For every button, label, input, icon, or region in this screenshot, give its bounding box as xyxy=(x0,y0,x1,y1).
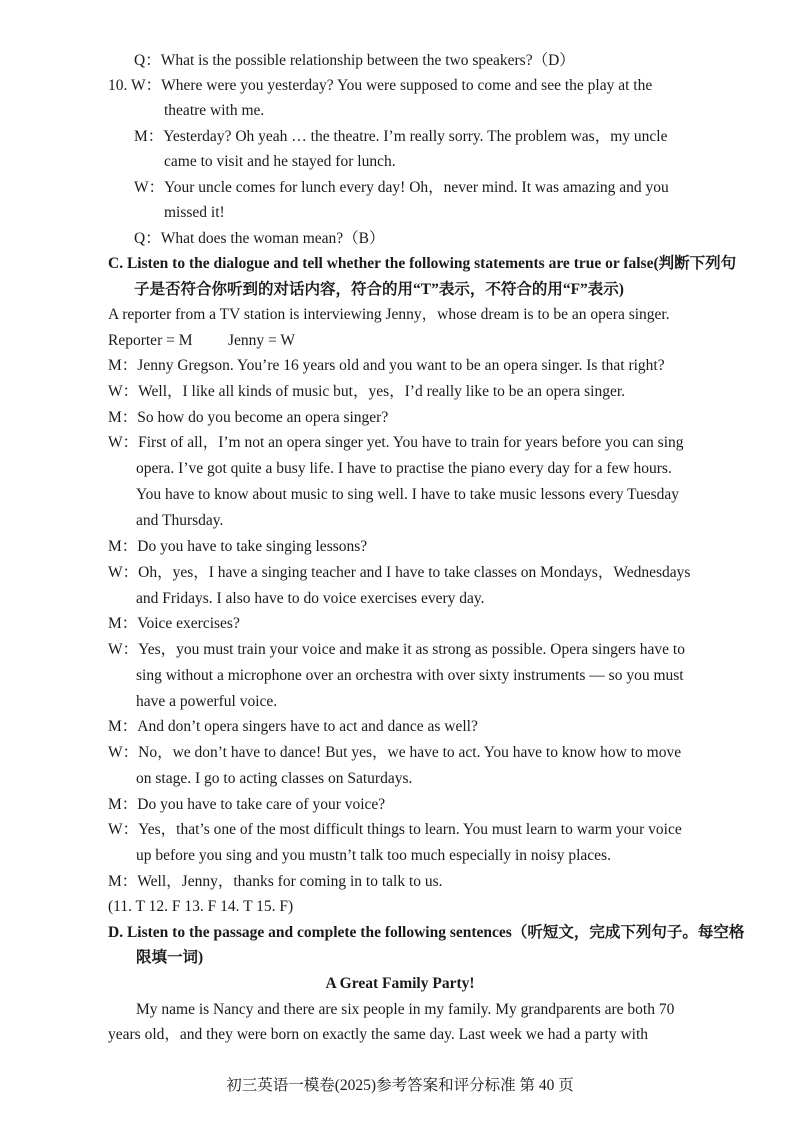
answer-line: Q：What is the possible relationship between the two speakers?（D） xyxy=(134,52,575,69)
section-heading-continued: 子是否符合你听到的对话内容，符合的用“T”表示，不符合的用“F”表示) xyxy=(134,281,624,298)
dialogue-line: You have to know about music to sing well. I have to take music lessons every Tuesday xyxy=(136,486,680,503)
dialogue-line: missed it! xyxy=(164,204,225,221)
section-heading-continued: 限填一词) xyxy=(136,949,204,966)
role-jenny: Jenny = W xyxy=(228,332,296,349)
answer-line: Q：What does the woman mean?（B） xyxy=(134,230,385,247)
dialogue-line: W：Well，I like all kinds of music but，yes，I’d really like to be an opera singer. xyxy=(108,383,626,400)
dialogue-line: have a powerful voice. xyxy=(136,693,278,710)
passage-line: years old，and they were born on exactly the same day. Last week we had a party with xyxy=(108,1026,649,1043)
section-heading: C. Listen to the dialogue and tell whether the following statements are true or false(判断下列句 xyxy=(108,255,737,272)
passage-line: My name is Nancy and there are six people in my family. My grandparents are both 70 xyxy=(136,1001,675,1018)
dialogue-line: M：Yesterday? Oh yeah … the theatre. I’m really sorry. The problem was，my uncle xyxy=(134,128,668,145)
answer-key: (11. T 12. F 13. F 14. T 15. F) xyxy=(108,898,294,915)
dialogue-line: M：Jenny Gregson. You’re 16 years old and you want to be an opera singer. Is that right? xyxy=(108,357,665,374)
dialogue-line: W：First of all，I’m not an opera singer yet. You have to train for years before you can sing xyxy=(108,434,684,451)
dialogue-line: W：Your uncle comes for lunch every day! Oh，never mind. It was amazing and you xyxy=(134,179,669,196)
dialogue-line: sing without a microphone over an orchestra with over sixty instruments — so you must xyxy=(136,667,684,684)
intro-line: A reporter from a TV station is interviewing Jenny，whose dream is to be an opera singer. xyxy=(108,306,670,323)
dialogue-line: M：Do you have to take singing lessons? xyxy=(108,538,368,555)
dialogue-line: M：Voice exercises? xyxy=(108,615,240,632)
dialogue-line: M：Well，Jenny，thanks for coming in to talk to us. xyxy=(108,873,443,890)
dialogue-line: 10. W：Where were you yesterday? You were supposed to come and see the play at the xyxy=(108,77,653,94)
role-reporter: Reporter = M xyxy=(108,332,193,349)
dialogue-line: W：Yes，that’s one of the most difficult things to learn. You must learn to warm your voice xyxy=(108,821,682,838)
dialogue-line: M：So how do you become an opera singer? xyxy=(108,409,389,426)
dialogue-line: W：No，we don’t have to dance! But yes，we have to act. You have to know how to move xyxy=(108,744,682,761)
dialogue-line: opera. I’ve got quite a busy life. I have to practise the piano every day for a few hours. xyxy=(136,460,672,477)
dialogue-line: theatre with me. xyxy=(164,102,265,119)
section-heading: D. Listen to the passage and complete the following sentences（听短文，完成下列句子。每空格 xyxy=(108,924,745,941)
dialogue-line: came to visit and he stayed for lunch. xyxy=(164,153,396,170)
dialogue-line: and Thursday. xyxy=(136,512,224,529)
dialogue-line: up before you sing and you mustn’t talk too much especially in noisy places. xyxy=(136,847,611,864)
passage-title: A Great Family Party! xyxy=(325,975,475,992)
dialogue-line: on stage. I go to acting classes on Saturdays. xyxy=(136,770,413,787)
dialogue-line: and Fridays. I also have to do voice exercises every day. xyxy=(136,590,485,607)
page-footer: 初三英语一模卷(2025)参考答案和评分标准 第 40 页 xyxy=(226,1077,574,1094)
dialogue-line: W：Yes，you must train your voice and make it as strong as possible. Opera singers have to xyxy=(108,641,685,658)
dialogue-line: M：And don’t opera singers have to act and dance as well? xyxy=(108,718,478,735)
dialogue-line: M：Do you have to take care of your voice? xyxy=(108,796,386,813)
dialogue-line: W：Oh，yes，I have a singing teacher and I have to take classes on Mondays，Wednesdays xyxy=(108,564,691,581)
